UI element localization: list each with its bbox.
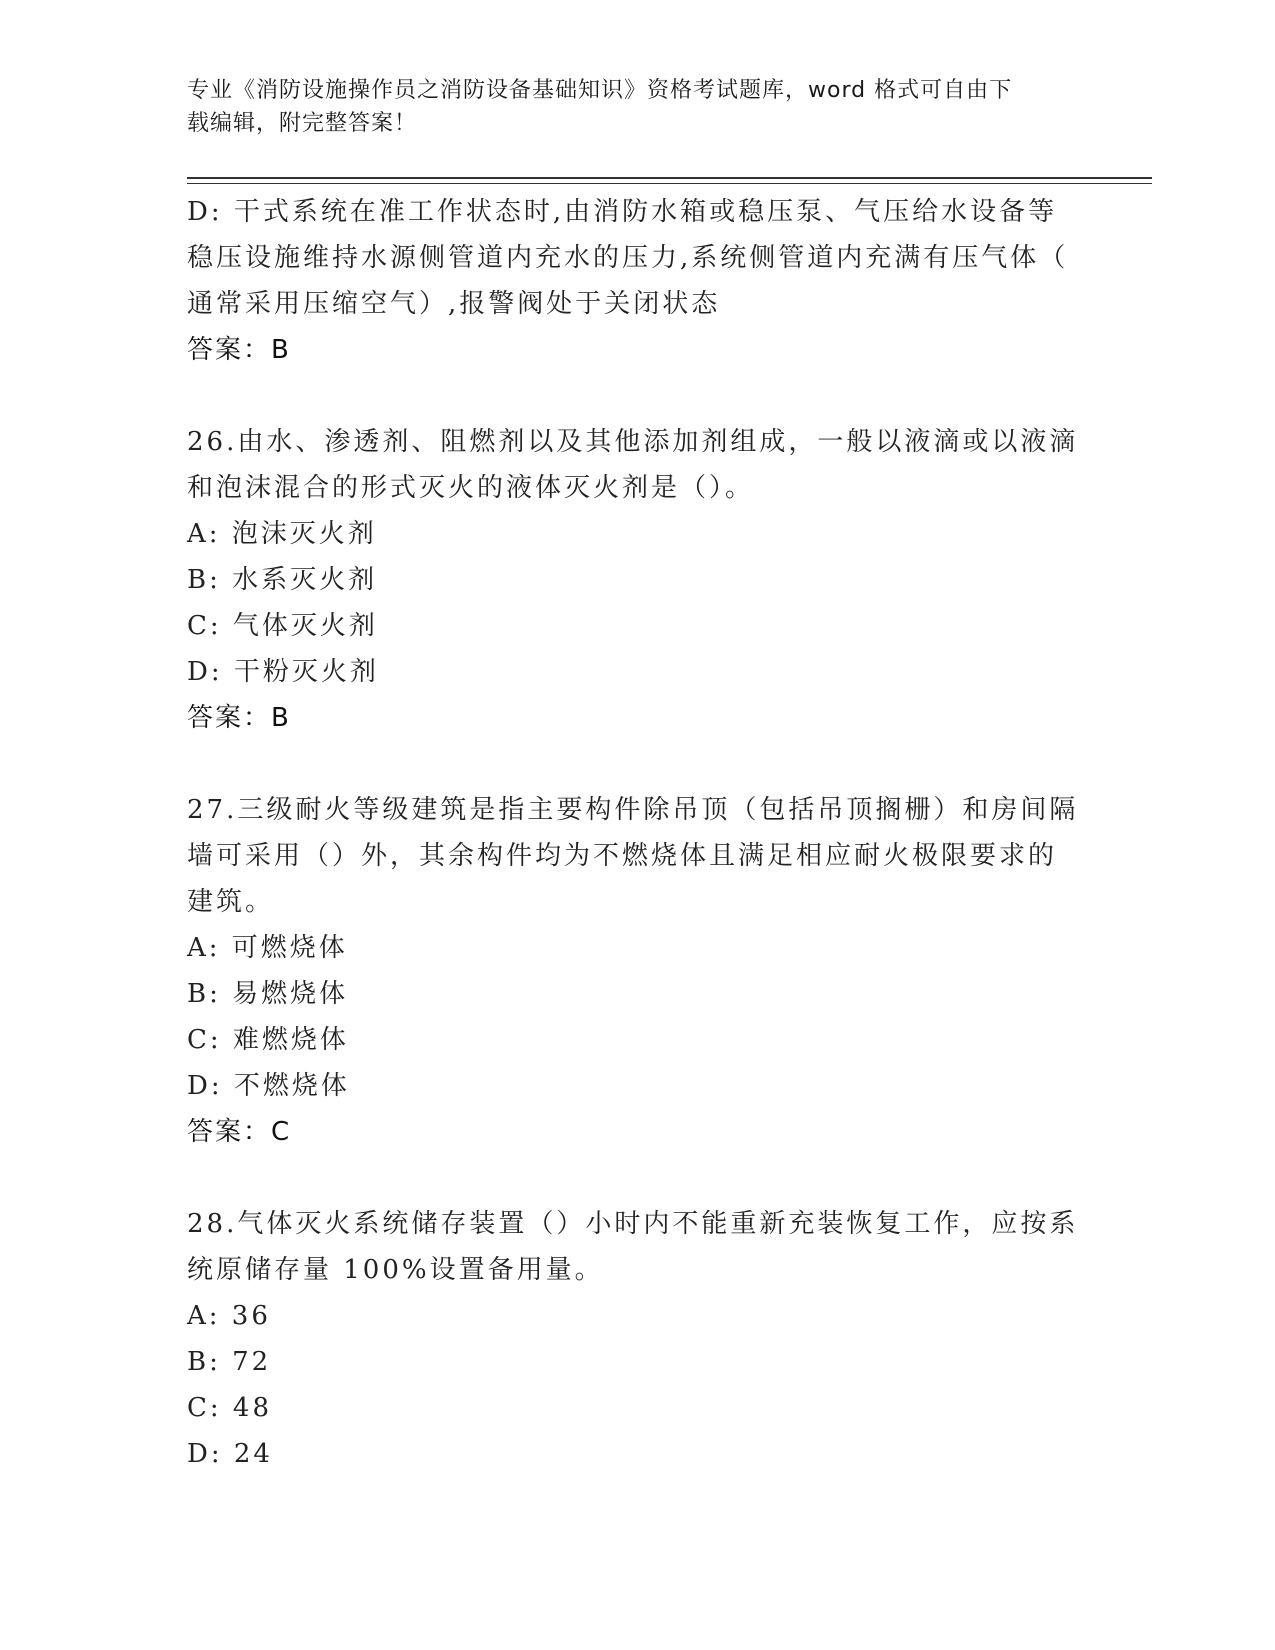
question-stem-line: 28.气体灭火系统储存装置（）小时内不能重新充装恢复工作，应按系 xyxy=(187,1209,1079,1239)
option-d: D: 干粉灭火剂 xyxy=(187,657,379,687)
option-d: D: 不燃烧体 xyxy=(187,1071,350,1101)
option-b: B: 水系灭火剂 xyxy=(187,565,378,595)
option-a: A: 可燃烧体 xyxy=(187,933,348,963)
header-divider-thick xyxy=(187,177,1152,179)
option-c: C: 难燃烧体 xyxy=(187,1025,349,1055)
question-list xyxy=(187,189,1087,1477)
question-stem-line: 26.由水、渗透剂、阻燃剂以及其他添加剂组成，一般以液滴或以液滴 xyxy=(187,427,1079,457)
answer-label: 答案：C xyxy=(187,1117,292,1147)
answer-label: 答案：B xyxy=(187,703,291,733)
question-stem-line: 建筑。 xyxy=(187,887,275,917)
option-a: A: 36 xyxy=(187,1301,271,1331)
option-d-line: 通常采用压缩空气）,报警阀处于关闭状态 xyxy=(187,289,721,319)
option-d: D: 24 xyxy=(187,1439,273,1469)
header-line-2: 载编辑，附完整答案！ xyxy=(187,111,418,136)
spacer xyxy=(187,1155,1087,1201)
question-26 xyxy=(187,419,1087,741)
spacer xyxy=(187,741,1087,787)
option-b: B: 72 xyxy=(187,1347,272,1377)
question-28 xyxy=(187,1201,1087,1477)
spacer xyxy=(187,373,1087,419)
option-b: B: 易燃烧体 xyxy=(187,979,349,1009)
header-divider-thin xyxy=(187,183,1152,184)
prev-question xyxy=(187,189,1087,373)
question-stem-line: 墙可采用（）外，其余构件均为不燃烧体且满足相应耐火极限要求的 xyxy=(187,841,1058,871)
question-stem-line: 27.三级耐火等级建筑是指主要构件除吊顶（包括吊顶搁栅）和房间隔 xyxy=(187,795,1079,825)
option-a: A: 泡沫灭火剂 xyxy=(187,519,377,549)
question-stem-line: 和泡沫混合的形式灭火的液体灭火剂是（）。 xyxy=(187,473,755,503)
option-c: C: 48 xyxy=(187,1393,273,1423)
option-c: C: 气体灭火剂 xyxy=(187,611,378,641)
header-line-1: 专业《消防设施操作员之消防设备基础知识》资格考试题库，word 格式可自由下 xyxy=(187,78,1013,103)
document-header xyxy=(187,74,1067,140)
question-stem-line: 统原储存量 100%设置备用量。 xyxy=(187,1255,604,1285)
option-d-line: 稳压设施维持水源侧管道内充水的压力,系统侧管道内充满有压气体（ xyxy=(187,243,1069,273)
option-d-line: D: 干式系统在准工作状态时,由消防水箱或稳压泵、气压给水设备等 xyxy=(187,197,1058,227)
question-27 xyxy=(187,787,1087,1155)
answer-label: 答案：B xyxy=(187,335,291,365)
